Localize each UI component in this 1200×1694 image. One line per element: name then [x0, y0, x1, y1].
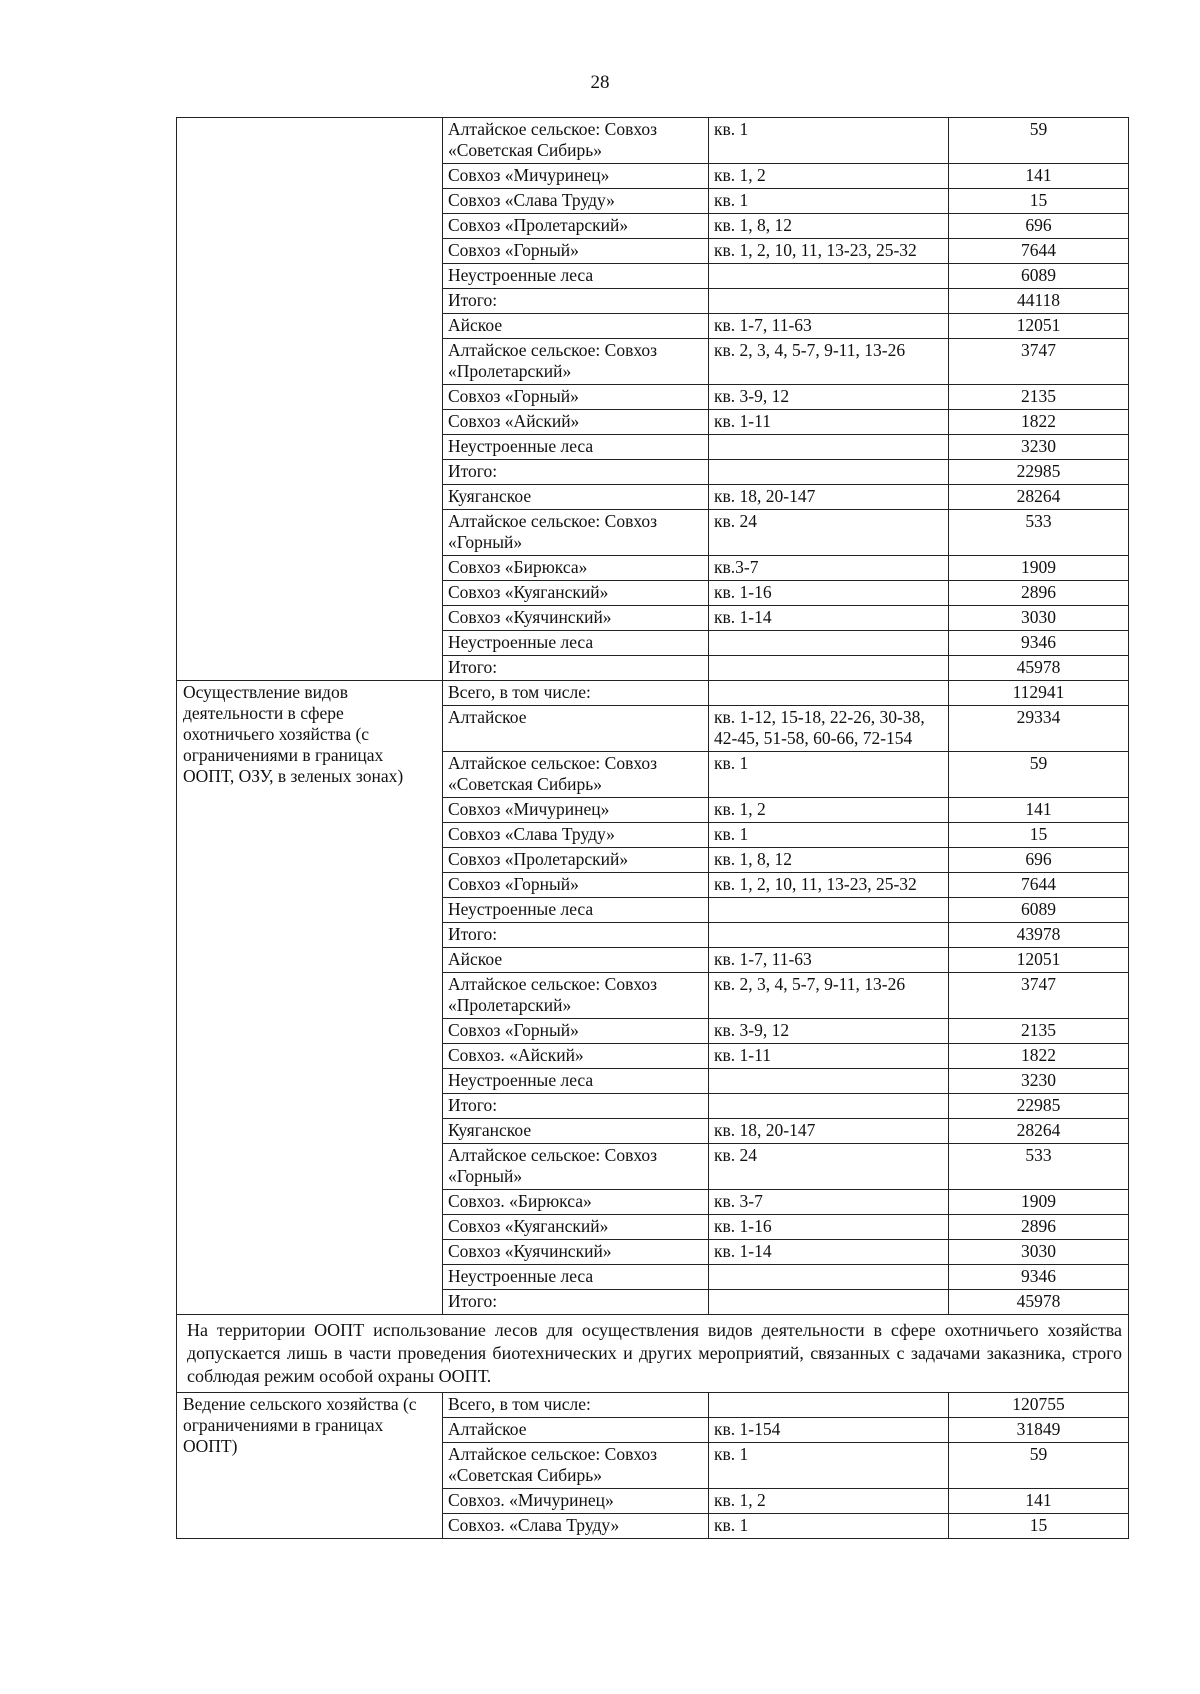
area-cell: 2135 — [949, 385, 1129, 410]
area-cell: 533 — [949, 1144, 1129, 1190]
area-cell: 2896 — [949, 1215, 1129, 1240]
quarters-cell — [709, 1069, 949, 1094]
forestry-name-cell: Итого: — [443, 1290, 709, 1315]
area-cell: 9346 — [949, 631, 1129, 656]
quarters-cell: кв. 1-14 — [709, 606, 949, 631]
quarters-cell — [709, 435, 949, 460]
area-cell: 29334 — [949, 706, 1129, 752]
activity-cell: Ведение сельского хозяйства (с ограничениями в границах ООПТ) — [177, 1393, 443, 1539]
forestry-name-cell: Совхоз «Горный» — [443, 239, 709, 264]
forestry-name-cell: Алтайское — [443, 1418, 709, 1443]
area-cell: 2896 — [949, 581, 1129, 606]
quarters-cell: кв. 1, 2 — [709, 798, 949, 823]
quarters-cell: кв. 2, 3, 4, 5-7, 9-11, 13-26 — [709, 339, 949, 385]
forestry-name-cell: Итого: — [443, 1094, 709, 1119]
quarters-cell: кв. 1-16 — [709, 581, 949, 606]
forestry-name-cell: Итого: — [443, 656, 709, 681]
area-cell: 141 — [949, 1489, 1129, 1514]
forestry-name-cell: Совхоз «Мичуринец» — [443, 798, 709, 823]
page-number: 28 — [590, 72, 610, 93]
quarters-cell: кв. 2, 3, 4, 5-7, 9-11, 13-26 — [709, 973, 949, 1019]
area-cell: 12051 — [949, 314, 1129, 339]
forestry-name-cell: Неустроенные леса — [443, 631, 709, 656]
forestry-name-cell: Совхоз «Горный» — [443, 385, 709, 410]
quarters-cell: кв. 1-154 — [709, 1418, 949, 1443]
quarters-cell — [709, 289, 949, 314]
forestry-name-cell: Неустроенные леса — [443, 1265, 709, 1290]
area-cell: 7644 — [949, 873, 1129, 898]
forestry-name-cell: Совхоз «Мичуринец» — [443, 164, 709, 189]
quarters-cell: кв. 24 — [709, 1144, 949, 1190]
quarters-cell: кв. 1 — [709, 118, 949, 164]
forestry-name-cell: Неустроенные леса — [443, 435, 709, 460]
area-cell: 15 — [949, 823, 1129, 848]
area-cell: 9346 — [949, 1265, 1129, 1290]
quarters-cell: кв. 1-11 — [709, 410, 949, 435]
forestry-name-cell: Алтайское сельское: Совхоз «Пролетарский» — [443, 973, 709, 1019]
quarters-cell: кв. 1-11 — [709, 1044, 949, 1069]
area-cell: 1909 — [949, 556, 1129, 581]
forestry-name-cell: Алтайское сельское: Совхоз «Советская Сибирь» — [443, 1443, 709, 1489]
forestry-name-cell: Айское — [443, 948, 709, 973]
forestry-name-cell: Совхоз. «Мичуринец» — [443, 1489, 709, 1514]
activity-cell — [177, 118, 443, 681]
forestry-name-cell: Всего, в том числе: — [443, 1393, 709, 1418]
note-text: На территории ООПТ использование лесов для осуществления видов деятельности в сфере охотничьего хозяйства допускается лишь в части проведения биотехнических и других мероприятий, связанных с задачами заказника, строго соблюдая режим особой охраны ООПТ. — [177, 1315, 1129, 1393]
forestry-name-cell: Совхоз «Бирюкса» — [443, 556, 709, 581]
forestry-name-cell: Совхоз «Слава Труду» — [443, 189, 709, 214]
area-cell: 3747 — [949, 339, 1129, 385]
area-cell: 2135 — [949, 1019, 1129, 1044]
forestry-name-cell: Неустроенные леса — [443, 898, 709, 923]
forestry-name-cell: Алтайское сельское: Совхоз «Советская Сибирь» — [443, 752, 709, 798]
forestry-name-cell: Совхоз «Пролетарский» — [443, 214, 709, 239]
forestry-name-cell: Совхоз. «Слава Труду» — [443, 1514, 709, 1539]
quarters-cell: кв. 1, 2 — [709, 164, 949, 189]
area-cell: 28264 — [949, 485, 1129, 510]
area-cell: 31849 — [949, 1418, 1129, 1443]
forestry-name-cell: Совхоз «Айский» — [443, 410, 709, 435]
area-cell: 22985 — [949, 1094, 1129, 1119]
forestry-name-cell: Итого: — [443, 460, 709, 485]
activity-cell: Осуществление видов деятельности в сфере охотничьего хозяйства (с ограничениями в границах ООПТ, ОЗУ, в зеленых зонах) — [177, 681, 443, 1315]
forestry-name-cell: Совхоз «Горный» — [443, 1019, 709, 1044]
area-cell: 1909 — [949, 1190, 1129, 1215]
area-cell: 141 — [949, 164, 1129, 189]
quarters-cell: кв. 18, 20-147 — [709, 485, 949, 510]
table-row — [177, 681, 1129, 706]
table-row — [177, 1393, 1129, 1418]
forestry-name-cell: Совхоз «Куячинский» — [443, 606, 709, 631]
forestry-name-cell: Совхоз «Куячинский» — [443, 1240, 709, 1265]
quarters-cell: кв. 3-9, 12 — [709, 1019, 949, 1044]
area-cell: 45978 — [949, 656, 1129, 681]
forestry-name-cell: Совхоз «Слава Труду» — [443, 823, 709, 848]
area-cell: 3030 — [949, 1240, 1129, 1265]
forest-use-table — [176, 117, 1129, 1539]
forestry-name-cell: Неустроенные леса — [443, 264, 709, 289]
note-row — [177, 1315, 1129, 1393]
quarters-cell: кв. 1 — [709, 189, 949, 214]
quarters-cell — [709, 898, 949, 923]
forestry-name-cell: Совхоз. «Бирюкса» — [443, 1190, 709, 1215]
area-cell: 6089 — [949, 898, 1129, 923]
area-cell: 533 — [949, 510, 1129, 556]
area-cell: 44118 — [949, 289, 1129, 314]
area-cell: 7644 — [949, 239, 1129, 264]
area-cell: 28264 — [949, 1119, 1129, 1144]
area-cell: 696 — [949, 848, 1129, 873]
quarters-cell — [709, 681, 949, 706]
area-cell: 1822 — [949, 1044, 1129, 1069]
quarters-cell: кв. 1, 2, 10, 11, 13-23, 25-32 — [709, 239, 949, 264]
forestry-name-cell: Совхоз «Куяганский» — [443, 1215, 709, 1240]
quarters-cell — [709, 1393, 949, 1418]
quarters-cell — [709, 631, 949, 656]
quarters-cell: кв. 1-14 — [709, 1240, 949, 1265]
area-cell: 3230 — [949, 1069, 1129, 1094]
quarters-cell: кв. 1-7, 11-63 — [709, 948, 949, 973]
quarters-cell: кв. 3-7 — [709, 1190, 949, 1215]
area-cell: 120755 — [949, 1393, 1129, 1418]
quarters-cell: кв. 1-7, 11-63 — [709, 314, 949, 339]
quarters-cell — [709, 1265, 949, 1290]
forestry-name-cell: Куяганское — [443, 1119, 709, 1144]
forestry-name-cell: Совхоз «Пролетарский» — [443, 848, 709, 873]
quarters-cell: кв. 1-16 — [709, 1215, 949, 1240]
quarters-cell: кв. 18, 20-147 — [709, 1119, 949, 1144]
quarters-cell: кв. 1, 2, 10, 11, 13-23, 25-32 — [709, 873, 949, 898]
forestry-name-cell: Итого: — [443, 923, 709, 948]
area-cell: 112941 — [949, 681, 1129, 706]
area-cell: 59 — [949, 752, 1129, 798]
table-body — [177, 118, 1129, 1539]
area-cell: 22985 — [949, 460, 1129, 485]
forestry-name-cell: Итого: — [443, 289, 709, 314]
area-cell: 696 — [949, 214, 1129, 239]
quarters-cell: кв.3-7 — [709, 556, 949, 581]
forestry-name-cell: Алтайское — [443, 706, 709, 752]
forestry-name-cell: Неустроенные леса — [443, 1069, 709, 1094]
area-cell: 59 — [949, 1443, 1129, 1489]
area-cell: 3747 — [949, 973, 1129, 1019]
quarters-cell: кв. 1 — [709, 1443, 949, 1489]
quarters-cell: кв. 1, 8, 12 — [709, 214, 949, 239]
area-cell: 1822 — [949, 410, 1129, 435]
forestry-name-cell: Совхоз. «Айский» — [443, 1044, 709, 1069]
area-cell: 141 — [949, 798, 1129, 823]
forestry-name-cell: Алтайское сельское: Совхоз «Советская Сибирь» — [443, 118, 709, 164]
forestry-name-cell: Всего, в том числе: — [443, 681, 709, 706]
quarters-cell: кв. 1, 8, 12 — [709, 848, 949, 873]
quarters-cell: кв. 1 — [709, 1514, 949, 1539]
quarters-cell: кв. 24 — [709, 510, 949, 556]
quarters-cell — [709, 264, 949, 289]
area-cell: 45978 — [949, 1290, 1129, 1315]
quarters-cell — [709, 1094, 949, 1119]
forestry-name-cell: Совхоз «Куяганский» — [443, 581, 709, 606]
forestry-name-cell: Куяганское — [443, 485, 709, 510]
area-cell: 15 — [949, 189, 1129, 214]
quarters-cell — [709, 656, 949, 681]
quarters-cell: кв. 1, 2 — [709, 1489, 949, 1514]
table-row — [177, 118, 1129, 164]
area-cell: 43978 — [949, 923, 1129, 948]
area-cell: 15 — [949, 1514, 1129, 1539]
area-cell: 6089 — [949, 264, 1129, 289]
area-cell: 3230 — [949, 435, 1129, 460]
forestry-name-cell: Совхоз «Горный» — [443, 873, 709, 898]
forestry-name-cell: Айское — [443, 314, 709, 339]
quarters-cell: кв. 1 — [709, 823, 949, 848]
area-cell: 12051 — [949, 948, 1129, 973]
quarters-cell: кв. 1-12, 15-18, 22-26, 30-38, 42-45, 51-58, 60-66, 72-154 — [709, 706, 949, 752]
forestry-name-cell: Алтайское сельское: Совхоз «Пролетарский» — [443, 339, 709, 385]
quarters-cell — [709, 460, 949, 485]
quarters-cell — [709, 923, 949, 948]
quarters-cell: кв. 3-9, 12 — [709, 385, 949, 410]
area-cell: 3030 — [949, 606, 1129, 631]
quarters-cell: кв. 1 — [709, 752, 949, 798]
forestry-name-cell: Алтайское сельское: Совхоз «Горный» — [443, 510, 709, 556]
area-cell: 59 — [949, 118, 1129, 164]
forestry-name-cell: Алтайское сельское: Совхоз «Горный» — [443, 1144, 709, 1190]
quarters-cell — [709, 1290, 949, 1315]
